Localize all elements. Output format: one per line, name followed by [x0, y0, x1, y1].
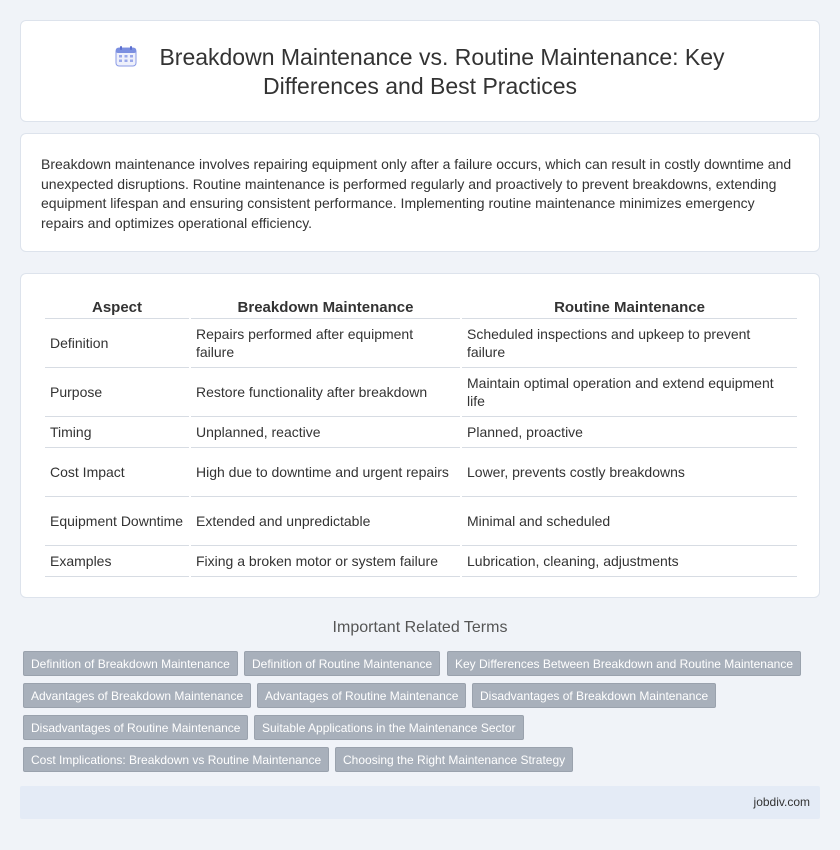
table-cell: Purpose	[45, 368, 189, 417]
tag-disadvantages-routine[interactable]: Disadvantages of Routine Maintenance	[23, 715, 248, 740]
intro-text: Breakdown maintenance involves repairing equipment only after a failure occurs, which can result in costly downtime and unexpected disruptions. Routine maintenance is performed regularly and proactively to prevent breakdowns, extending equipment lifespan and ensuring consistent performance. Implementing routine maintenance minimizes emergency repairs and optimizes operational efficiency.	[41, 156, 792, 231]
comparison-card	[20, 273, 820, 598]
footer-site-link[interactable]: jobdiv.com	[753, 795, 810, 809]
table-cell: Examples	[45, 546, 189, 577]
table-row	[45, 497, 797, 546]
table-cell: Repairs performed after equipment failure	[191, 319, 460, 368]
table-row	[45, 368, 797, 417]
table-row	[45, 546, 797, 577]
table-cell: Equipment Downtime	[45, 497, 189, 546]
table-row	[45, 448, 797, 497]
calendar-icon	[115, 45, 137, 67]
header-breakdown: Breakdown Maintenance	[191, 296, 460, 319]
comparison-table	[43, 296, 799, 577]
page-title	[21, 43, 819, 101]
table-cell: Planned, proactive	[462, 417, 797, 448]
title-card	[20, 20, 820, 122]
tag-advantages-breakdown[interactable]: Advantages of Breakdown Maintenance	[23, 683, 251, 708]
table-row	[45, 417, 797, 448]
intro-card	[20, 133, 820, 252]
table-cell: Restore functionality after breakdown	[191, 368, 460, 417]
table-cell: Extended and unpredictable	[191, 497, 460, 546]
table-cell: Cost Impact	[45, 448, 189, 497]
table-cell: Timing	[45, 417, 189, 448]
table-row	[45, 319, 797, 368]
tag-cost-implications[interactable]: Cost Implications: Breakdown vs Routine Maintenance	[23, 747, 329, 772]
table-cell: Scheduled inspections and upkeep to prevent failure	[462, 319, 797, 368]
footer	[20, 786, 820, 819]
tag-definition-routine[interactable]: Definition of Routine Maintenance	[244, 651, 440, 676]
table-cell: Lubrication, cleaning, adjustments	[462, 546, 797, 577]
title-block	[21, 43, 819, 101]
tag-suitable-applications[interactable]: Suitable Applications in the Maintenance Sector	[254, 715, 524, 740]
table-cell: Unplanned, reactive	[191, 417, 460, 448]
page-title-line1: Breakdown Maintenance vs. Routine Maintenance: Key	[159, 44, 725, 70]
page-title-line2: Differences and Best Practices	[262, 73, 578, 99]
table-cell: Definition	[45, 319, 189, 368]
table-cell: Maintain optimal operation and extend equipment life	[462, 368, 797, 417]
table-cell: High due to downtime and urgent repairs	[191, 448, 460, 497]
header-routine: Routine Maintenance	[462, 296, 797, 319]
tag-choosing-strategy[interactable]: Choosing the Right Maintenance Strategy	[335, 747, 573, 772]
tag-definition-breakdown[interactable]: Definition of Breakdown Maintenance	[23, 651, 238, 676]
tag-key-differences[interactable]: Key Differences Between Breakdown and Routine Maintenance	[447, 651, 801, 676]
tag-disadvantages-breakdown[interactable]: Disadvantages of Breakdown Maintenance	[472, 683, 716, 708]
table-cell: Lower, prevents costly breakdowns	[462, 448, 797, 497]
table-cell: Fixing a broken motor or system failure	[191, 546, 460, 577]
header-aspect: Aspect	[45, 296, 189, 319]
table-cell: Minimal and scheduled	[462, 497, 797, 546]
related-terms-title: Important Related Terms	[332, 619, 508, 636]
table-header-row	[45, 296, 797, 319]
tag-advantages-routine[interactable]: Advantages of Routine Maintenance	[257, 683, 466, 708]
